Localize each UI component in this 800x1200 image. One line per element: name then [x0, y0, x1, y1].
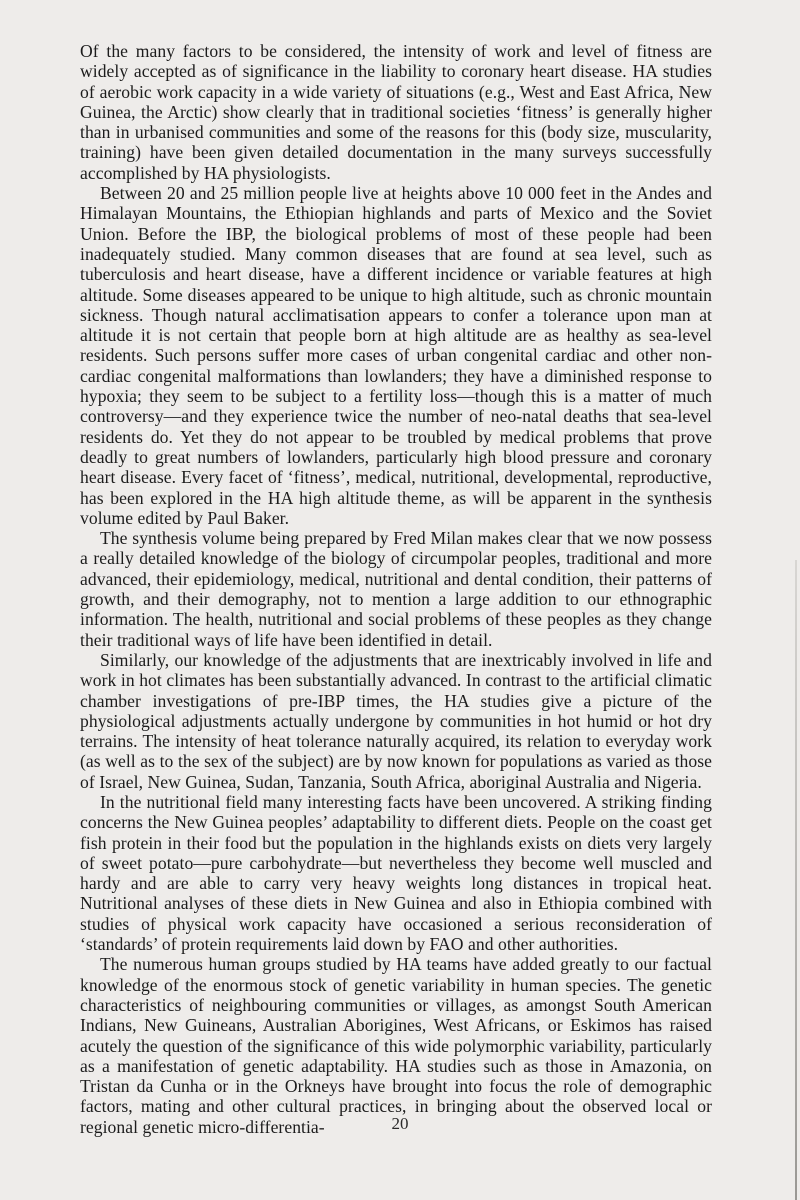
paragraph-circumpolar: The synthesis volume being prepared by Fred Milan makes clear that we now possess a really detailed knowledge of the biology of circumpolar peoples, traditional and more advanced, their epidemiology, medical, nutritional and dental condition, their patterns of growth, and their demography, not to mention a large addition to our ethnographic information. The health, nutritional and social problems of these peoples as they change their traditional ways of life have been identified in detail. [80, 528, 712, 650]
page-body [80, 41, 712, 1137]
paragraph-high-altitude: Between 20 and 25 million people live at heights above 10 000 feet in the Andes and Himalayan Mountains, the Ethiopian highlands and parts of Mexico and the Soviet Union. Before the IBP, the biological problems of most of these people had been inadequately studied. Many common diseases that are found at sea level, such as tuberculosis and heart disease, have a different incidence or variable features at high altitude. Some diseases appeared to be unique to high altitude, such as chronic mountain sickness. Though natural acclimatisation appears to confer a tolerance upon man at altitude it is not certain that people born at high altitude are as healthy as sea-level residents. Such persons suffer more cases of urban congenital cardiac and other non-cardiac congenital malformations than lowlanders; they have a diminished response to hypoxia; they seem to be subject to a fertility loss—though this is a matter of much controversy—and they experience twice the number of neo-natal deaths that sea-level residents do. Yet they do not appear to be troubled by medical problems that prove deadly to great numbers of lowlanders, particularly high blood pressure and coronary heart disease. Every facet of ‘fitness’, medical, nutritional, developmental, reproductive, has been explored in the HA high altitude theme, as will be apparent in the synthesis volume edited by Paul Baker. [80, 183, 712, 528]
paragraph-genetics: The numerous human groups studied by HA teams have added greatly to our factual knowledge of the enormous stock of genetic variability in human species. The genetic characteristics of neighbouring communities or villages, as amongst South American Indians, New Guineans, Australian Aborigines, West Africans, or Eskimos has raised acutely the question of the significance of this wide polymorphic variability, particularly as a manifestation of genetic adaptability. HA studies such as those in Amazonia, on Tristan da Cunha or in the Orkneys have brought into focus the role of demographic factors, mating and other cultural practices, in bringing about the observed local or regional genetic micro-differentia- [80, 954, 712, 1137]
page-edge-shadow [795, 560, 797, 1200]
page-number: 20 [391, 1114, 409, 1133]
paragraph-fitness: Of the many factors to be considered, the intensity of work and level of fitness are widely accepted as of significance in the liability to coronary heart disease. HA studies of aerobic work capacity in a wide variety of situations (e.g., West and East Africa, New Guinea, the Arctic) show clearly that in traditional societies ‘fitness’ is generally higher than in urbanised communities and some of the reasons for this (body size, muscularity, training) have been given detailed documentation in the many surveys successfully accomplished by HA physiologists. [80, 41, 712, 183]
paragraph-hot-climates: Similarly, our knowledge of the adjustments that are inextricably involved in life and work in hot climates has been substantially advanced. In contrast to the artificial climatic chamber investigations of pre-IBP times, the HA studies give a picture of the physiological adjustments actually undergone by communities in hot humid or hot dry terrains. The intensity of heat tolerance naturally acquired, its relation to everyday work (as well as to the sex of the subject) are by now known for populations as varied as those of Israel, New Guinea, Sudan, Tanzania, South Africa, aboriginal Australia and Nigeria. [80, 649, 712, 792]
paragraph-nutrition: In the nutritional field many interesting facts have been uncovered. A striking finding concerns the New Guinea peoples’ adaptability to different diets. People on the coast get fish protein in their food but the population in the highlands exists on diets very largely of sweet potato—pure carbohydrate—but nevertheless they become well muscled and hardy and are able to carry very heavy weights long distances in tropical heat. Nutritional analyses of these diets in New Guinea and also in Ethiopia combined with studies of physical work capacity have occasioned a serious reconsideration of ‘standards’ of protein requirements laid down by FAO and other authorities. [80, 791, 712, 955]
